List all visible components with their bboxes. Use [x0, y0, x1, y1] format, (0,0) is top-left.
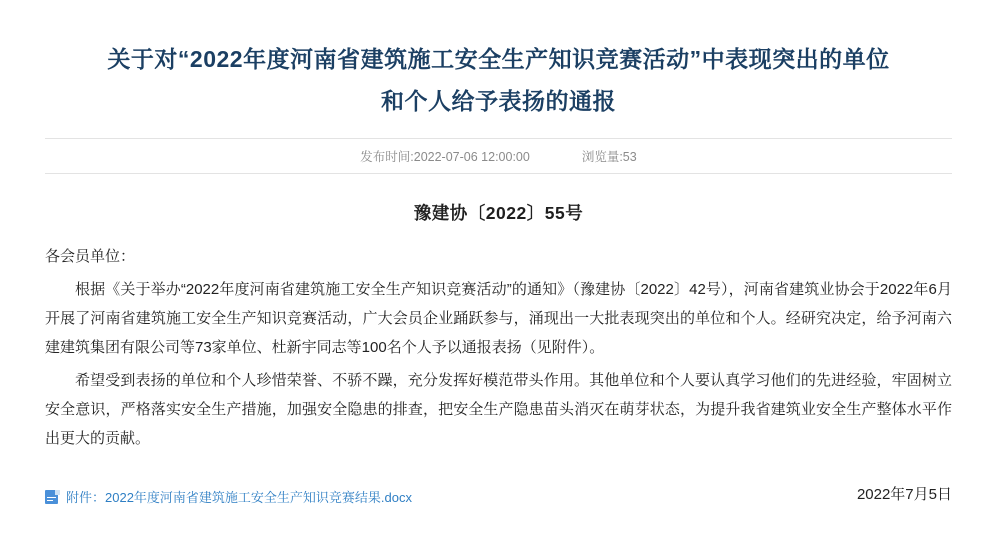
publish-time: 发布时间:2022-07-06 12:00:00 — [360, 150, 530, 164]
body-paragraph-2: 希望受到表扬的单位和个人珍惜荣誉、不骄不躁，充分发挥好模范带头作用。其他单位和个人要认真学习他们的先进经验，牢固树立安全意识，严格落实安全生产措施，加强安全隐患的排查，把安全生产隐患苗头消灭在萌芽状态，为提升我省建筑业安全生产整体水平作出更大的贡献。 — [45, 372, 952, 447]
document-number: 豫建协〔2022〕55号 — [413, 203, 584, 223]
attachment-link[interactable] — [45, 487, 952, 506]
document-date: 2022年7月5日 — [856, 486, 952, 503]
view-count: 浏览量:53 — [581, 150, 637, 164]
document-attachment-icon — [45, 490, 60, 504]
body-paragraph-1: 根据《关于举办“2022年度河南省建筑施工安全生产知识竞赛活动”的通知》（豫建协〔2022〕42号），河南省建筑业协会于2022年6月开展了河南省建筑施工安全生产知识竞赛活动，广大会员企业踊跃参与，涌现出一大批表现突出的单位和个人。经研究决定，给予河南六建建筑集团有限公司等73家单位、杜新宇同志等100名个人予以通报表扬（见附件）。 — [45, 281, 952, 356]
salutation: 各会员单位： — [45, 248, 136, 265]
document-meta-bar — [45, 138, 952, 174]
page-title: 关于对“2022年度河南省建筑施工安全生产知识竞赛活动”中表现突出的单位和个人给予表扬的通报 — [107, 46, 890, 114]
attachment-label: 附件：2022年度河南省建筑施工安全生产知识竞赛结果.docx — [66, 490, 412, 505]
document-body — [45, 243, 952, 453]
